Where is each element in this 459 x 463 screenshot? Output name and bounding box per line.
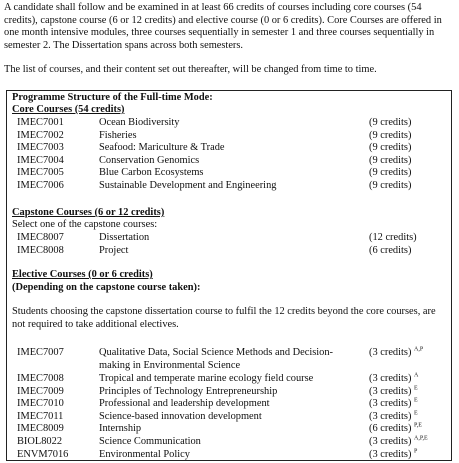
course-name: Science Communication (99, 436, 201, 447)
table-row (7, 232, 451, 245)
course-code: IMEC8008 (17, 244, 64, 256)
course-credits: (9 credits) (369, 167, 412, 179)
course-credits: (9 credits) (369, 129, 412, 141)
course-credits: (12 credits) (369, 232, 417, 243)
course-name: Environmental Policy (99, 448, 190, 460)
table-row (7, 423, 451, 436)
table-row (7, 347, 451, 372)
course-code: IMEC7010 (17, 398, 64, 410)
programme-title: Programme Structure of the Full-time Mode: (12, 92, 213, 103)
intro-paragraph-1: A candidate shall follow and be examined in at least 66 credits of courses including core courses (54 credits), capstone course (6 or 12 credits) and elective course (0 or 6 credits). Core Courses are offered in one month intensive modules, three courses sequentially in semester 1 and three courses sequentially in semester 2. The Dissertation spans across both semesters. (4, 2, 442, 51)
course-code: IMEC7002 (17, 129, 64, 141)
elective-courses-heading: Elective Courses (0 or 6 credits) (12, 269, 153, 280)
course-credits: (9 credits) (369, 180, 412, 191)
capstone-courses-heading: Capstone Courses (6 or 12 credits) (12, 207, 165, 218)
course-name: Internship (99, 423, 142, 435)
course-code: IMEC8009 (17, 423, 64, 435)
course-name: Professional and leadership development (99, 398, 270, 410)
credit-code: E (414, 385, 418, 392)
course-name: Ocean Biodiversity (99, 117, 180, 128)
credit-code: P,E (414, 422, 422, 429)
course-name: Science-based innovation development (99, 410, 262, 422)
credit-code: E (414, 410, 418, 417)
elective-note: Students choosing the capstone dissertation course to fulfil the 12 credits beyond the core courses, are not required to take additional electives. (12, 306, 436, 330)
course-name: Fisheries (99, 129, 137, 141)
course-credits: (3 credits) $^{A,P,E}$ (369, 435, 428, 447)
table-row (7, 398, 451, 411)
table-row (7, 130, 451, 143)
course-code: IMEC7004 (17, 154, 64, 166)
table-row (7, 436, 451, 449)
course-credits: (9 credits) (369, 142, 412, 154)
core-courses-heading: Core Courses (54 credits) (12, 104, 125, 115)
course-credits: (3 credits) $^E$ (369, 385, 418, 397)
course-credits: (3 credits) $^{A,P}$ (369, 346, 424, 358)
elective-subheading: (Depending on the capstone course taken): (12, 281, 201, 293)
programme-structure-box (6, 90, 452, 461)
course-code: IMEC8007 (17, 232, 64, 243)
capstone-instruction: Select one of the capstone courses: (12, 219, 158, 230)
table-row (7, 117, 451, 130)
course-credits: (3 credits) $^A$ (369, 372, 419, 384)
course-code: IMEC7006 (17, 180, 64, 191)
course-code: IMEC7005 (17, 167, 64, 179)
course-code: IMEC7011 (17, 410, 64, 422)
table-row (7, 155, 451, 168)
credit-code: A,P,E (414, 435, 428, 442)
course-credits: (3 credits) $^E$ (369, 410, 418, 422)
course-name: Principles of Technology Entrepreneurship (99, 385, 278, 397)
intro-text (4, 2, 456, 77)
table-row (7, 180, 451, 193)
course-name-line-1: Qualitative Data, Social Science Methods and Decision- (99, 347, 334, 358)
course-code: ENVM7016 (17, 448, 69, 460)
course-credits: (9 credits) (369, 117, 412, 128)
course-credits: (3 credits) $^P$ (369, 448, 418, 460)
table-row (7, 142, 451, 155)
course-code: IMEC7001 (17, 117, 64, 128)
course-name-line-2: making in Environmental Science (99, 359, 241, 371)
table-row (7, 411, 451, 424)
credit-code: E (414, 397, 418, 404)
course-credits: (6 credits) $^{P,E}$ (369, 422, 422, 435)
course-code: IMEC7009 (17, 385, 64, 397)
course-code: BIOL8022 (17, 436, 63, 447)
table-row (7, 449, 451, 462)
course-code: IMEC7003 (17, 142, 64, 154)
intro-paragraph-2: The list of courses, and their content set out thereafter, will be changed from time to time. (4, 64, 377, 76)
course-name: Sustainable Development and Engineering (99, 180, 277, 191)
course-code: IMEC7007 (17, 347, 64, 358)
course-name: Seafood: Mariculture & Trade (99, 142, 225, 154)
credit-code: A,P (414, 346, 424, 353)
course-credits: (3 credits) $^E$ (369, 397, 418, 410)
table-row (7, 245, 451, 258)
course-name: Tropical and temperate marine ecology field course (99, 373, 314, 384)
course-name: Blue Carbon Ecosystems (99, 167, 204, 179)
table-row (7, 167, 451, 180)
course-name: Conservation Genomics (99, 154, 200, 166)
course-name: Project (99, 244, 129, 256)
course-name: Dissertation (99, 232, 150, 243)
table-row (7, 373, 451, 386)
course-credits: (6 credits) (369, 244, 412, 256)
course-code: IMEC7008 (17, 373, 64, 384)
credit-code: P (414, 448, 418, 455)
credit-code: A (414, 372, 419, 379)
course-credits: (9 credits) (369, 154, 412, 166)
table-row (7, 386, 451, 399)
